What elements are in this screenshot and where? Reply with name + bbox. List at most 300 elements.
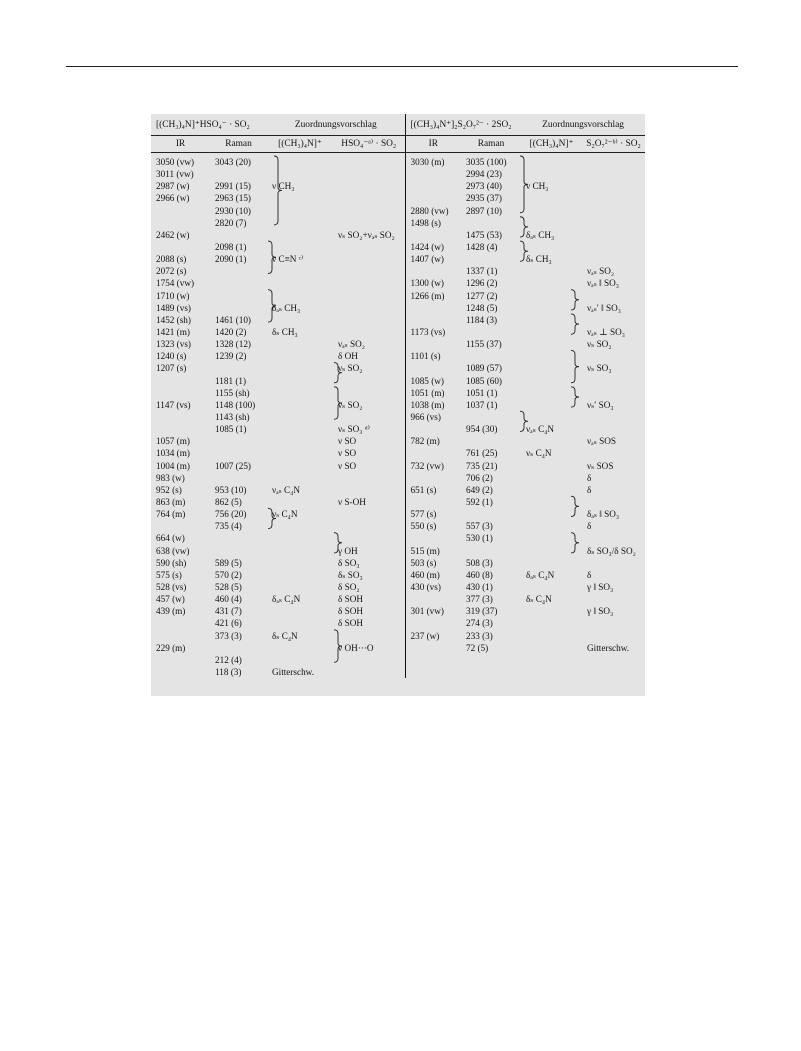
left-ir-cell: 1240 (s): [156, 351, 187, 362]
table-row: [151, 508, 645, 520]
left-cation-cell: Gitterschw.: [272, 666, 315, 677]
left-anion-cell: [333, 666, 405, 678]
right-raman-cell: 377 (3): [466, 594, 493, 605]
left-raman-cell: 953 (10): [215, 484, 247, 495]
table-row: [151, 277, 645, 289]
right-raman-cell: 761 (25): [466, 448, 498, 459]
right-ir-cell: 237 (w): [405, 629, 461, 641]
left-anion-cell: νₛ SO₂+νₐₛ SO₂: [338, 229, 395, 240]
right-cation-cell: δₛ C₄N: [526, 594, 552, 605]
right-anion-cell: δ: [587, 472, 592, 483]
left-assignment-header: Zuordnungsvorschlag: [267, 114, 405, 136]
right-raman-cell: 735 (21): [466, 460, 498, 471]
right-anion-cell: [582, 217, 645, 229]
left-raman-cell: 1085 (1): [215, 424, 247, 435]
left-cation-cell: [267, 447, 333, 459]
left-ir-cell: 2088 (s): [156, 254, 187, 265]
right-anion-cell: [582, 666, 645, 678]
right-cation-cell: [521, 545, 582, 557]
left-anion-cell: νₐₛ SO₂: [338, 339, 366, 350]
left-raman-cell: [210, 265, 267, 277]
left-cation-cell: [267, 192, 333, 204]
left-cation-cell: [267, 338, 333, 350]
right-cation-cell: [521, 338, 582, 350]
right-raman-cell: 954 (30): [466, 424, 498, 435]
right-ir-header: IR: [405, 136, 461, 153]
left-anion-cell: [333, 253, 405, 265]
right-anion-cell: [582, 375, 645, 387]
right-cation-cell: [521, 654, 582, 666]
right-ir-cell: 651 (s): [405, 484, 461, 496]
left-anion-cell: γ OH: [338, 545, 358, 556]
right-ir-cell: 1407 (w): [405, 253, 461, 265]
left-raman-cell: 570 (2): [215, 569, 242, 580]
right-raman-cell: [461, 217, 521, 229]
left-raman-cell: 756 (20): [215, 509, 247, 520]
right-raman-cell: 460 (8): [466, 569, 493, 580]
right-cation-cell: δₐₛ CH₃: [526, 229, 555, 240]
left-ir-cell: [151, 617, 210, 629]
left-anion-cell: [333, 472, 405, 484]
left-ir-cell: 983 (w): [156, 472, 185, 483]
right-raman-cell: 233 (3): [466, 630, 493, 641]
right-assignment-header: Zuordnungsvorschlag: [521, 114, 645, 136]
left-anion-cell: [333, 265, 405, 277]
left-cation-cell: δₛ CH₃: [272, 327, 298, 338]
left-ir-cell: 439 (m): [156, 606, 186, 617]
right-ir-cell: [405, 642, 461, 654]
table-row: [151, 666, 645, 678]
left-raman-cell: [210, 290, 267, 302]
right-ir-cell: 1300 (w): [405, 277, 461, 289]
right-cation-cell: [521, 557, 582, 569]
left-raman-cell: 1461 (10): [215, 314, 251, 325]
left-cation-cell: [267, 350, 333, 362]
right-anion-cell: [582, 180, 645, 192]
right-raman-cell: 1475 (53): [466, 229, 502, 240]
left-cation-cell: [267, 241, 333, 253]
left-ir-cell: [151, 629, 210, 641]
right-cation-cell: [521, 265, 582, 277]
left-ir-cell: 2072 (s): [156, 266, 187, 277]
table-row: [151, 192, 645, 204]
right-anion-cell: [582, 241, 645, 253]
right-anion-cell: [582, 290, 645, 302]
left-anion-cell: [333, 532, 405, 544]
left-ir-cell: [151, 411, 210, 423]
left-raman-cell: 460 (4): [215, 594, 242, 605]
left-raman-cell: 431 (7): [215, 606, 242, 617]
right-raman-cell: [461, 411, 521, 423]
left-cation-cell: [267, 314, 333, 326]
right-raman-cell: 508 (3): [466, 557, 493, 568]
right-anion-cell: [582, 253, 645, 265]
right-anion-cell: [582, 532, 645, 544]
right-raman-cell: [461, 654, 521, 666]
right-anion-cell: νₐₛ ⊥ SO₃: [587, 327, 625, 338]
left-raman-cell: 3043 (20): [215, 157, 251, 168]
left-anion-cell: [333, 484, 405, 496]
right-ir-cell: [405, 593, 461, 605]
right-ir-cell: [405, 180, 461, 192]
right-cation-cell: [521, 153, 582, 169]
right-cation-cell: [521, 532, 582, 544]
right-raman-cell: 649 (2): [466, 484, 493, 495]
right-ir-cell: 1038 (m): [405, 399, 461, 411]
table-row: [151, 290, 645, 302]
right-ir-cell: 1085 (w): [405, 375, 461, 387]
left-cation-cell: [267, 642, 333, 654]
table-row: [151, 472, 645, 484]
right-anion-cell: νₛ SO₃: [587, 363, 612, 374]
left-anion-cell: δ SOH: [338, 606, 364, 617]
right-raman-cell: 2973 (40): [466, 181, 502, 192]
left-raman-cell: 421 (6): [215, 618, 242, 629]
left-ir-cell: [151, 520, 210, 532]
left-raman-cell: [210, 447, 267, 459]
right-anion-cell: δ: [587, 569, 592, 580]
right-raman-cell: 1155 (37): [466, 339, 502, 350]
left-ir-cell: 1057 (m): [156, 436, 190, 447]
right-raman-cell: 1296 (2): [466, 278, 498, 289]
right-raman-cell: 2897 (10): [466, 205, 502, 216]
left-ir-cell: 3011 (vw): [156, 169, 194, 180]
page-header-rule: [66, 66, 738, 67]
table-row: [151, 387, 645, 399]
table-row: [151, 253, 645, 265]
left-ir-cell: 952 (s): [156, 484, 182, 495]
left-cation-cell: [267, 581, 333, 593]
right-raman-cell: 592 (1): [466, 497, 493, 507]
right-ir-cell: [405, 496, 461, 508]
left-cation-cell: [267, 411, 333, 423]
left-anion-cell: δₛ SO₃: [338, 569, 363, 580]
right-ir-cell: [405, 229, 461, 241]
right-cation-cell: [521, 387, 582, 399]
left-raman-cell: 212 (4): [215, 654, 242, 665]
right-cation-cell: [521, 205, 582, 217]
right-anion-cell: [582, 617, 645, 629]
right-ir-cell: 550 (s): [405, 520, 461, 532]
right-ir-cell: [405, 314, 461, 326]
right-cation-cell: [521, 617, 582, 629]
right-anion-cell: δₐₛ ‖ SO₃: [587, 509, 620, 520]
table-row: [151, 569, 645, 581]
left-raman-cell: 589 (5): [215, 557, 242, 568]
left-cation-cell: [267, 569, 333, 581]
right-cation-cell: [521, 350, 582, 362]
left-cation-cell: [267, 217, 333, 229]
left-anion-cell: [333, 192, 405, 204]
left-cation-cell: ν CH₃: [272, 181, 295, 192]
left-anion-cell: ν SO: [338, 436, 357, 447]
left-cation-header: [(CH₃)₄N]⁺: [267, 136, 333, 153]
left-cation-cell: [267, 362, 333, 374]
table-row: [151, 484, 645, 496]
table-row: [151, 399, 645, 411]
left-cation-cell: [267, 423, 333, 435]
left-ir-cell: 2966 (w): [156, 193, 190, 204]
left-ir-cell: 1034 (m): [156, 448, 190, 459]
left-anion-cell: νₛ SO₃ ᵈ⁾: [338, 424, 370, 435]
right-anion-cell: νₐₛ′ ‖ SO₃: [587, 302, 621, 313]
right-ir-cell: 430 (vs): [405, 581, 461, 593]
table-row: [151, 229, 645, 241]
left-raman-cell: 1181 (1): [215, 375, 247, 386]
right-cation-cell: [521, 520, 582, 532]
left-raman-cell: 2090 (1): [215, 254, 247, 265]
table-row: [151, 265, 645, 277]
right-ir-cell: [405, 617, 461, 629]
left-cation-cell: [267, 168, 333, 180]
left-anion-header: HSO₄⁻ᵃ⁾ · SO₂: [333, 136, 405, 153]
right-cation-cell: [521, 508, 582, 520]
right-cation-cell: [521, 168, 582, 180]
left-anion-cell: ν SO: [338, 460, 357, 471]
table-row: [151, 205, 645, 217]
left-raman-cell: 2991 (15): [215, 181, 251, 192]
right-raman-cell: [461, 326, 521, 338]
left-cation-cell: [267, 387, 333, 399]
right-anion-header: S₂O₇²⁻ᵇ⁾ · SO₂: [582, 136, 645, 153]
left-ir-cell: 590 (sh): [156, 557, 187, 568]
left-raman-cell: [210, 302, 267, 314]
right-cation-cell: [521, 484, 582, 496]
right-anion-cell: δₛ SO₃/δ SO₂: [587, 545, 636, 556]
left-ir-cell: 638 (vw): [156, 545, 190, 556]
left-anion-cell: δ SOH: [338, 618, 364, 629]
table-row: [151, 557, 645, 569]
left-cation-cell: [267, 654, 333, 666]
left-cation-cell: [267, 496, 333, 508]
left-anion-cell: [333, 180, 405, 192]
left-ir-cell: 863 (m): [156, 497, 186, 507]
right-cation-cell: [521, 435, 582, 447]
right-cation-cell: [521, 411, 582, 423]
right-raman-cell: 1089 (57): [466, 363, 502, 374]
right-cation-cell: [521, 302, 582, 314]
left-ir-header: IR: [151, 136, 210, 153]
left-anion-cell: δ OH: [338, 351, 358, 362]
right-anion-cell: δ: [587, 484, 592, 495]
left-ir-cell: 1489 (vs): [156, 302, 191, 313]
left-cation-cell: νₐₛ C₄N: [272, 484, 301, 495]
left-raman-header: Raman: [210, 136, 267, 153]
title-row: [151, 114, 645, 136]
left-cation-cell: δₐₛ CH₃: [272, 302, 301, 313]
right-cation-cell: [521, 581, 582, 593]
right-raman-cell: 1184 (3): [466, 314, 498, 325]
right-cation-cell: [521, 290, 582, 302]
right-cation-cell: [521, 642, 582, 654]
table-row: [151, 520, 645, 532]
table-row: [151, 435, 645, 447]
right-ir-cell: 577 (s): [405, 508, 461, 520]
left-cation-cell: [267, 472, 333, 484]
right-cation-cell: [521, 326, 582, 338]
left-ir-cell: 3050 (vw): [156, 157, 195, 168]
right-anion-cell: [582, 350, 645, 362]
left-anion-cell: [333, 387, 405, 399]
right-cation-cell: [521, 605, 582, 617]
right-raman-cell: 274 (3): [466, 618, 493, 629]
right-cation-cell: [521, 472, 582, 484]
left-cation-cell: [267, 435, 333, 447]
left-raman-cell: 862 (5): [215, 497, 242, 507]
left-anion-cell: [333, 326, 405, 338]
table-row: [151, 302, 645, 314]
right-ir-cell: [405, 654, 461, 666]
vibration-assignment-table-scan: [151, 114, 645, 696]
table-row: [151, 362, 645, 374]
left-cation-cell: ν C≡N ᶜ⁾: [272, 254, 304, 265]
left-raman-cell: [210, 277, 267, 289]
right-raman-cell: 430 (1): [466, 581, 493, 592]
right-raman-cell: 319 (37): [466, 606, 498, 617]
right-ir-cell: 2880 (vw): [405, 205, 461, 217]
left-raman-cell: 2963 (15): [215, 193, 251, 204]
right-anion-cell: Gitterschw.: [587, 642, 630, 653]
right-cation-cell: [521, 217, 582, 229]
right-anion-cell: [582, 654, 645, 666]
left-anion-cell: ν SO: [338, 448, 357, 459]
table-row: [151, 314, 645, 326]
right-ir-cell: 782 (m): [405, 435, 461, 447]
left-ir-cell: [151, 241, 210, 253]
right-ir-cell: [405, 447, 461, 459]
right-ir-cell: 732 (vw): [405, 460, 461, 472]
right-ir-cell: 1101 (s): [405, 350, 461, 362]
left-anion-cell: [333, 520, 405, 532]
right-ir-cell: 966 (vs): [405, 411, 461, 423]
table-row: [151, 241, 645, 253]
right-anion-cell: νₛ SO₂: [587, 339, 612, 350]
left-cation-cell: [267, 290, 333, 302]
table-row: [151, 617, 645, 629]
left-ir-cell: 1004 (m): [156, 460, 190, 471]
right-cation-cell: [521, 629, 582, 641]
right-cation-header: [(CH₃)₄N]⁺: [521, 136, 582, 153]
right-ir-cell: 503 (s): [405, 557, 461, 569]
right-anion-cell: [582, 629, 645, 641]
right-ir-cell: [405, 666, 461, 678]
right-raman-cell: 3035 (100): [466, 157, 507, 168]
table-row: [151, 423, 645, 435]
right-raman-cell: 1248 (5): [466, 302, 498, 313]
left-cation-cell: [267, 399, 333, 411]
left-cation-cell: δₛ C₄N: [272, 630, 298, 641]
right-ir-cell: 3030 (m): [405, 153, 461, 169]
right-raman-cell: 1037 (1): [466, 399, 498, 410]
right-cation-cell: νₛ C₄N: [526, 448, 552, 459]
left-ir-cell: 2462 (w): [156, 229, 190, 240]
right-anion-cell: [582, 229, 645, 241]
table-row: [151, 411, 645, 423]
right-anion-cell: δ: [587, 521, 592, 532]
left-raman-cell: 2098 (1): [215, 242, 247, 253]
right-anion-cell: γ ‖ SO₃: [587, 581, 614, 592]
left-cation-cell: [267, 617, 333, 629]
left-raman-cell: 373 (3): [215, 630, 242, 641]
right-ir-cell: 1498 (s): [405, 217, 461, 229]
left-raman-cell: 528 (5): [215, 581, 242, 592]
right-raman-cell: [461, 545, 521, 557]
right-cation-cell: [521, 362, 582, 374]
left-anion-cell: ν S-OH: [338, 497, 366, 507]
right-cation-cell: νₐₛ C₄N: [526, 424, 555, 435]
right-ir-cell: [405, 302, 461, 314]
right-cation-cell: [521, 666, 582, 678]
left-ir-cell: 2987 (w): [156, 181, 190, 192]
right-anion-cell: [582, 192, 645, 204]
right-raman-cell: [461, 666, 521, 678]
right-anion-cell: [582, 314, 645, 326]
left-ir-cell: 664 (w): [156, 533, 185, 544]
left-cation-cell: [267, 277, 333, 289]
table-row: [151, 153, 645, 169]
left-cation-cell: νₛ C₄N: [272, 509, 298, 520]
table-row: [151, 447, 645, 459]
right-ir-cell: 301 (vw): [405, 605, 461, 617]
right-ir-cell: 1266 (m): [405, 290, 461, 302]
table-row: [151, 642, 645, 654]
left-anion-cell: [333, 302, 405, 314]
left-ir-cell: 1710 (w): [156, 290, 190, 301]
right-ir-cell: [405, 265, 461, 277]
left-anion-cell: [333, 168, 405, 180]
left-anion-cell: [333, 375, 405, 387]
left-ir-cell: 457 (w): [156, 594, 185, 605]
table-row: [151, 350, 645, 362]
left-ir-cell: 1452 (sh): [156, 314, 191, 325]
table-row: [151, 532, 645, 544]
right-raman-cell: 706 (2): [466, 472, 493, 483]
left-ir-cell: 229 (m): [156, 642, 186, 653]
left-raman-cell: 735 (4): [215, 521, 242, 532]
right-ir-cell: [405, 423, 461, 435]
left-raman-cell: 118 (3): [215, 666, 242, 677]
left-raman-cell: 1155 (sh): [215, 387, 250, 398]
left-raman-cell: 2820 (7): [215, 217, 247, 228]
left-anion-cell: [333, 205, 405, 217]
right-cation-cell: [521, 241, 582, 253]
right-ir-cell: [405, 168, 461, 180]
right-cation-cell: δₛ CH₃: [526, 254, 552, 265]
left-anion-cell: [333, 314, 405, 326]
table-row: [151, 654, 645, 666]
left-ir-cell: 764 (m): [156, 509, 186, 520]
table-row: [151, 629, 645, 641]
right-ir-cell: 1424 (w): [405, 241, 461, 253]
right-raman-cell: [461, 435, 521, 447]
left-anion-cell: [333, 654, 405, 666]
table-row: [151, 581, 645, 593]
right-cation-cell: [521, 496, 582, 508]
left-raman-cell: 1239 (2): [215, 351, 247, 362]
left-cation-cell: [267, 532, 333, 544]
right-raman-cell: [461, 508, 521, 520]
left-ir-cell: [151, 387, 210, 399]
right-raman-cell: 2994 (23): [466, 169, 502, 180]
left-ir-cell: 1147 (vs): [156, 399, 191, 410]
table-row: [151, 375, 645, 387]
left-cation-cell: [267, 605, 333, 617]
left-ir-cell: 1323 (vs): [156, 339, 191, 350]
table-row: [151, 460, 645, 472]
right-anion-cell: [582, 387, 645, 399]
right-cation-cell: [521, 460, 582, 472]
left-ir-cell: [151, 205, 210, 217]
